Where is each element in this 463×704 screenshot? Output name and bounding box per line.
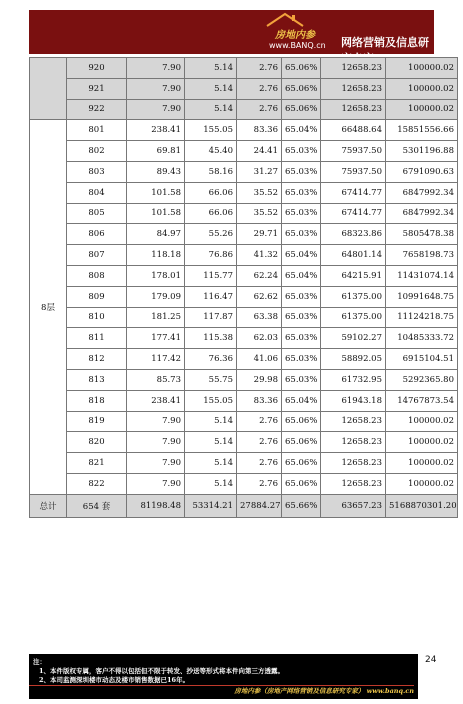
unit-price-cell: 61375.00 xyxy=(321,307,386,328)
area-cell: 179.09 xyxy=(127,286,185,307)
unit-price-cell: 12658.23 xyxy=(321,58,386,79)
floor-8-group xyxy=(30,120,458,494)
unit-price-cell: 58892.05 xyxy=(321,349,386,370)
sales-table xyxy=(29,57,458,518)
unit-cell: 809 xyxy=(67,286,127,307)
unit-cell: 921 xyxy=(67,78,127,99)
brand-script: 房地内参 xyxy=(275,30,315,41)
unit-cell: 819 xyxy=(67,411,127,432)
total-price-cell: 5805478.38 xyxy=(386,224,458,245)
total-price-cell: 100000.02 xyxy=(386,58,458,79)
unit-price-cell: 12658.23 xyxy=(321,411,386,432)
area-cell: 85.73 xyxy=(127,369,185,390)
unit-price-cell: 12658.23 xyxy=(321,473,386,494)
shared-area-cell: 41.32 xyxy=(237,245,282,266)
unit-cell: 812 xyxy=(67,349,127,370)
unit-price-cell: 64215.91 xyxy=(321,265,386,286)
shared-area-cell: 2.76 xyxy=(237,411,282,432)
unit-cell: 801 xyxy=(67,120,127,141)
area-cell: 7.90 xyxy=(127,99,185,120)
unit-cell: 922 xyxy=(67,99,127,120)
unit-cell: 821 xyxy=(67,453,127,474)
unit-price-cell: 59102.27 xyxy=(321,328,386,349)
area-cell: 101.58 xyxy=(127,182,185,203)
unit-price-cell: 12658.23 xyxy=(321,453,386,474)
unit-cell: 818 xyxy=(67,390,127,411)
table-row xyxy=(30,245,458,266)
inner-area-cell: 76.36 xyxy=(185,349,237,370)
ratio-cell: 65.06% xyxy=(282,78,321,99)
area-cell: 84.97 xyxy=(127,224,185,245)
total-price-cell: 15851556.66 xyxy=(386,120,458,141)
inner-area-cell: 66.06 xyxy=(185,182,237,203)
area-cell: 7.90 xyxy=(127,58,185,79)
total-price-cell: 6791090.63 xyxy=(386,161,458,182)
shared-area-cell: 2.76 xyxy=(237,58,282,79)
ratio-cell: 65.03% xyxy=(282,161,321,182)
shared-area-cell: 2.76 xyxy=(237,78,282,99)
total-group xyxy=(30,494,458,517)
floor-cell-top xyxy=(30,58,67,120)
table-row xyxy=(30,473,458,494)
total-price-cell: 100000.02 xyxy=(386,453,458,474)
total-price-cell: 100000.02 xyxy=(386,411,458,432)
shared-area-cell: 24.41 xyxy=(237,141,282,162)
table-row xyxy=(30,265,458,286)
table-row xyxy=(30,369,458,390)
brand-url: www.BANQ.cn xyxy=(269,41,326,50)
area-cell: 7.90 xyxy=(127,432,185,453)
area-cell: 238.41 xyxy=(127,120,185,141)
shared-area-cell: 63.38 xyxy=(237,307,282,328)
unit-price-cell: 75937.50 xyxy=(321,161,386,182)
shared-area-cell: 2.76 xyxy=(237,432,282,453)
inner-area-cell: 5.14 xyxy=(185,473,237,494)
floor-label: 8层 xyxy=(30,120,67,494)
unit-price-cell: 68323.86 xyxy=(321,224,386,245)
table-row xyxy=(30,411,458,432)
inner-area-cell: 117.87 xyxy=(185,307,237,328)
inner-area-cell: 76.86 xyxy=(185,245,237,266)
total-price-cell: 100000.02 xyxy=(386,473,458,494)
inner-area-cell: 5.14 xyxy=(185,432,237,453)
total-price-cell: 11124218.75 xyxy=(386,307,458,328)
table-row xyxy=(30,58,458,79)
inner-area-cell: 58.16 xyxy=(185,161,237,182)
shared-area-cell: 35.52 xyxy=(237,203,282,224)
total-units: 654 套 xyxy=(67,494,127,517)
ratio-cell: 65.06% xyxy=(282,411,321,432)
ratio-cell: 65.04% xyxy=(282,245,321,266)
inner-area-cell: 55.75 xyxy=(185,369,237,390)
total-price-cell: 100000.02 xyxy=(386,78,458,99)
ratio-cell: 65.06% xyxy=(282,453,321,474)
inner-area-cell: 155.05 xyxy=(185,390,237,411)
inner-area-cell: 155.05 xyxy=(185,120,237,141)
note-title: 注： xyxy=(33,658,46,666)
ratio-cell: 65.03% xyxy=(282,307,321,328)
unit-cell: 806 xyxy=(67,224,127,245)
area-cell: 178.01 xyxy=(127,265,185,286)
inner-area-cell: 5.14 xyxy=(185,411,237,432)
inner-area-cell: 115.77 xyxy=(185,265,237,286)
total-price-cell: 10991648.75 xyxy=(386,286,458,307)
area-cell: 177.41 xyxy=(127,328,185,349)
total-shared-area: 27884.27 xyxy=(237,494,282,517)
banner-title: 网络营销及信息研 xyxy=(341,36,429,49)
total-label: 总计 xyxy=(30,494,67,517)
unit-price-cell: 12658.23 xyxy=(321,432,386,453)
ratio-cell: 65.03% xyxy=(282,224,321,245)
unit-price-cell: 66488.64 xyxy=(321,120,386,141)
total-price: 5168870301.20 xyxy=(386,494,458,517)
table-row xyxy=(30,161,458,182)
total-inner-area: 53314.21 xyxy=(185,494,237,517)
inner-area-cell: 5.14 xyxy=(185,58,237,79)
unit-cell: 813 xyxy=(67,369,127,390)
table-row xyxy=(30,120,458,141)
header-banner xyxy=(29,10,434,54)
area-cell: 118.18 xyxy=(127,245,185,266)
shared-area-cell: 29.98 xyxy=(237,369,282,390)
ratio-cell: 65.03% xyxy=(282,286,321,307)
area-cell: 181.25 xyxy=(127,307,185,328)
table-row xyxy=(30,349,458,370)
note-line-2: 2、本司监测深圳楼市动态及楼市销售数据已16年。 xyxy=(39,676,190,684)
unit-cell: 804 xyxy=(67,182,127,203)
unit-cell: 803 xyxy=(67,161,127,182)
footer-brand-line: 房地内参（房地产网络营销及信息研究专家） www.banq.cn xyxy=(29,685,414,697)
total-price-cell: 14767873.54 xyxy=(386,390,458,411)
ratio-cell: 65.03% xyxy=(282,203,321,224)
shared-area-cell: 2.76 xyxy=(237,473,282,494)
shared-area-cell: 2.76 xyxy=(237,453,282,474)
total-area: 81198.48 xyxy=(127,494,185,517)
ratio-cell: 65.06% xyxy=(282,473,321,494)
inner-area-cell: 116.47 xyxy=(185,286,237,307)
page-number: 24 xyxy=(425,655,437,665)
total-price-cell: 6847992.34 xyxy=(386,203,458,224)
area-cell: 7.90 xyxy=(127,453,185,474)
total-price-cell: 100000.02 xyxy=(386,432,458,453)
inner-area-cell: 115.38 xyxy=(185,328,237,349)
unit-cell: 920 xyxy=(67,58,127,79)
area-cell: 117.42 xyxy=(127,349,185,370)
total-price-cell: 7658198.73 xyxy=(386,245,458,266)
table-row xyxy=(30,203,458,224)
unit-cell: 807 xyxy=(67,245,127,266)
unit-price-cell: 61375.00 xyxy=(321,286,386,307)
table-row xyxy=(30,286,458,307)
total-price-cell: 6847992.34 xyxy=(386,182,458,203)
unit-price-cell: 61943.18 xyxy=(321,390,386,411)
inner-area-cell: 5.14 xyxy=(185,453,237,474)
unit-cell: 808 xyxy=(67,265,127,286)
inner-area-cell: 55.26 xyxy=(185,224,237,245)
note-line-1: 1、本件版权专属，客户不得以包括但不限于转发、抄送等形式将本件向第三方透露。 xyxy=(39,667,285,675)
area-cell: 238.41 xyxy=(127,390,185,411)
ratio-cell: 65.06% xyxy=(282,58,321,79)
shared-area-cell: 2.76 xyxy=(237,99,282,120)
shared-area-cell: 83.36 xyxy=(237,390,282,411)
ratio-cell: 65.04% xyxy=(282,120,321,141)
inner-area-cell: 66.06 xyxy=(185,203,237,224)
table-row xyxy=(30,141,458,162)
area-cell: 7.90 xyxy=(127,473,185,494)
area-cell: 7.90 xyxy=(127,411,185,432)
inner-area-cell: 5.14 xyxy=(185,78,237,99)
area-cell: 89.43 xyxy=(127,161,185,182)
unit-cell: 820 xyxy=(67,432,127,453)
unit-cell: 810 xyxy=(67,307,127,328)
table-row xyxy=(30,432,458,453)
shared-area-cell: 41.06 xyxy=(237,349,282,370)
unit-cell: 802 xyxy=(67,141,127,162)
unit-price-cell: 12658.23 xyxy=(321,78,386,99)
table-row xyxy=(30,99,458,120)
total-unit-price: 63657.23 xyxy=(321,494,386,517)
total-price-cell: 5301196.88 xyxy=(386,141,458,162)
ratio-cell: 65.04% xyxy=(282,265,321,286)
shared-area-cell: 62.62 xyxy=(237,286,282,307)
unit-price-cell: 12658.23 xyxy=(321,99,386,120)
inner-area-cell: 45.40 xyxy=(185,141,237,162)
unit-cell: 805 xyxy=(67,203,127,224)
total-ratio: 65.66% xyxy=(282,494,321,517)
shared-area-cell: 62.03 xyxy=(237,328,282,349)
table-row xyxy=(30,453,458,474)
ratio-cell: 65.03% xyxy=(282,182,321,203)
total-price-cell: 11431074.14 xyxy=(386,265,458,286)
table-row xyxy=(30,328,458,349)
unit-price-cell: 67414.77 xyxy=(321,203,386,224)
shared-area-cell: 62.24 xyxy=(237,265,282,286)
unit-price-cell: 61732.95 xyxy=(321,369,386,390)
ratio-cell: 65.03% xyxy=(282,369,321,390)
ratio-cell: 65.06% xyxy=(282,432,321,453)
table-row xyxy=(30,390,458,411)
shared-area-cell: 35.52 xyxy=(237,182,282,203)
unit-price-cell: 75937.50 xyxy=(321,141,386,162)
area-cell: 7.90 xyxy=(127,78,185,99)
table-row xyxy=(30,307,458,328)
total-row xyxy=(30,494,458,517)
unit-price-cell: 67414.77 xyxy=(321,182,386,203)
total-price-cell: 100000.02 xyxy=(386,99,458,120)
ratio-cell: 65.03% xyxy=(282,349,321,370)
ratio-cell: 65.06% xyxy=(282,99,321,120)
unit-price-cell: 64801.14 xyxy=(321,245,386,266)
shared-area-cell: 29.71 xyxy=(237,224,282,245)
area-cell: 101.58 xyxy=(127,203,185,224)
ratio-cell: 65.04% xyxy=(282,390,321,411)
ratio-cell: 65.03% xyxy=(282,141,321,162)
total-price-cell: 6915104.51 xyxy=(386,349,458,370)
table-row xyxy=(30,182,458,203)
total-price-cell: 10485333.72 xyxy=(386,328,458,349)
unit-cell: 822 xyxy=(67,473,127,494)
footer-note-box xyxy=(29,654,418,699)
table-row xyxy=(30,78,458,99)
unit-cell: 811 xyxy=(67,328,127,349)
area-cell: 69.81 xyxy=(127,141,185,162)
table-row xyxy=(30,224,458,245)
top-group xyxy=(30,58,458,120)
total-price-cell: 5292365.80 xyxy=(386,369,458,390)
ratio-cell: 65.03% xyxy=(282,328,321,349)
shared-area-cell: 83.36 xyxy=(237,120,282,141)
shared-area-cell: 31.27 xyxy=(237,161,282,182)
inner-area-cell: 5.14 xyxy=(185,99,237,120)
